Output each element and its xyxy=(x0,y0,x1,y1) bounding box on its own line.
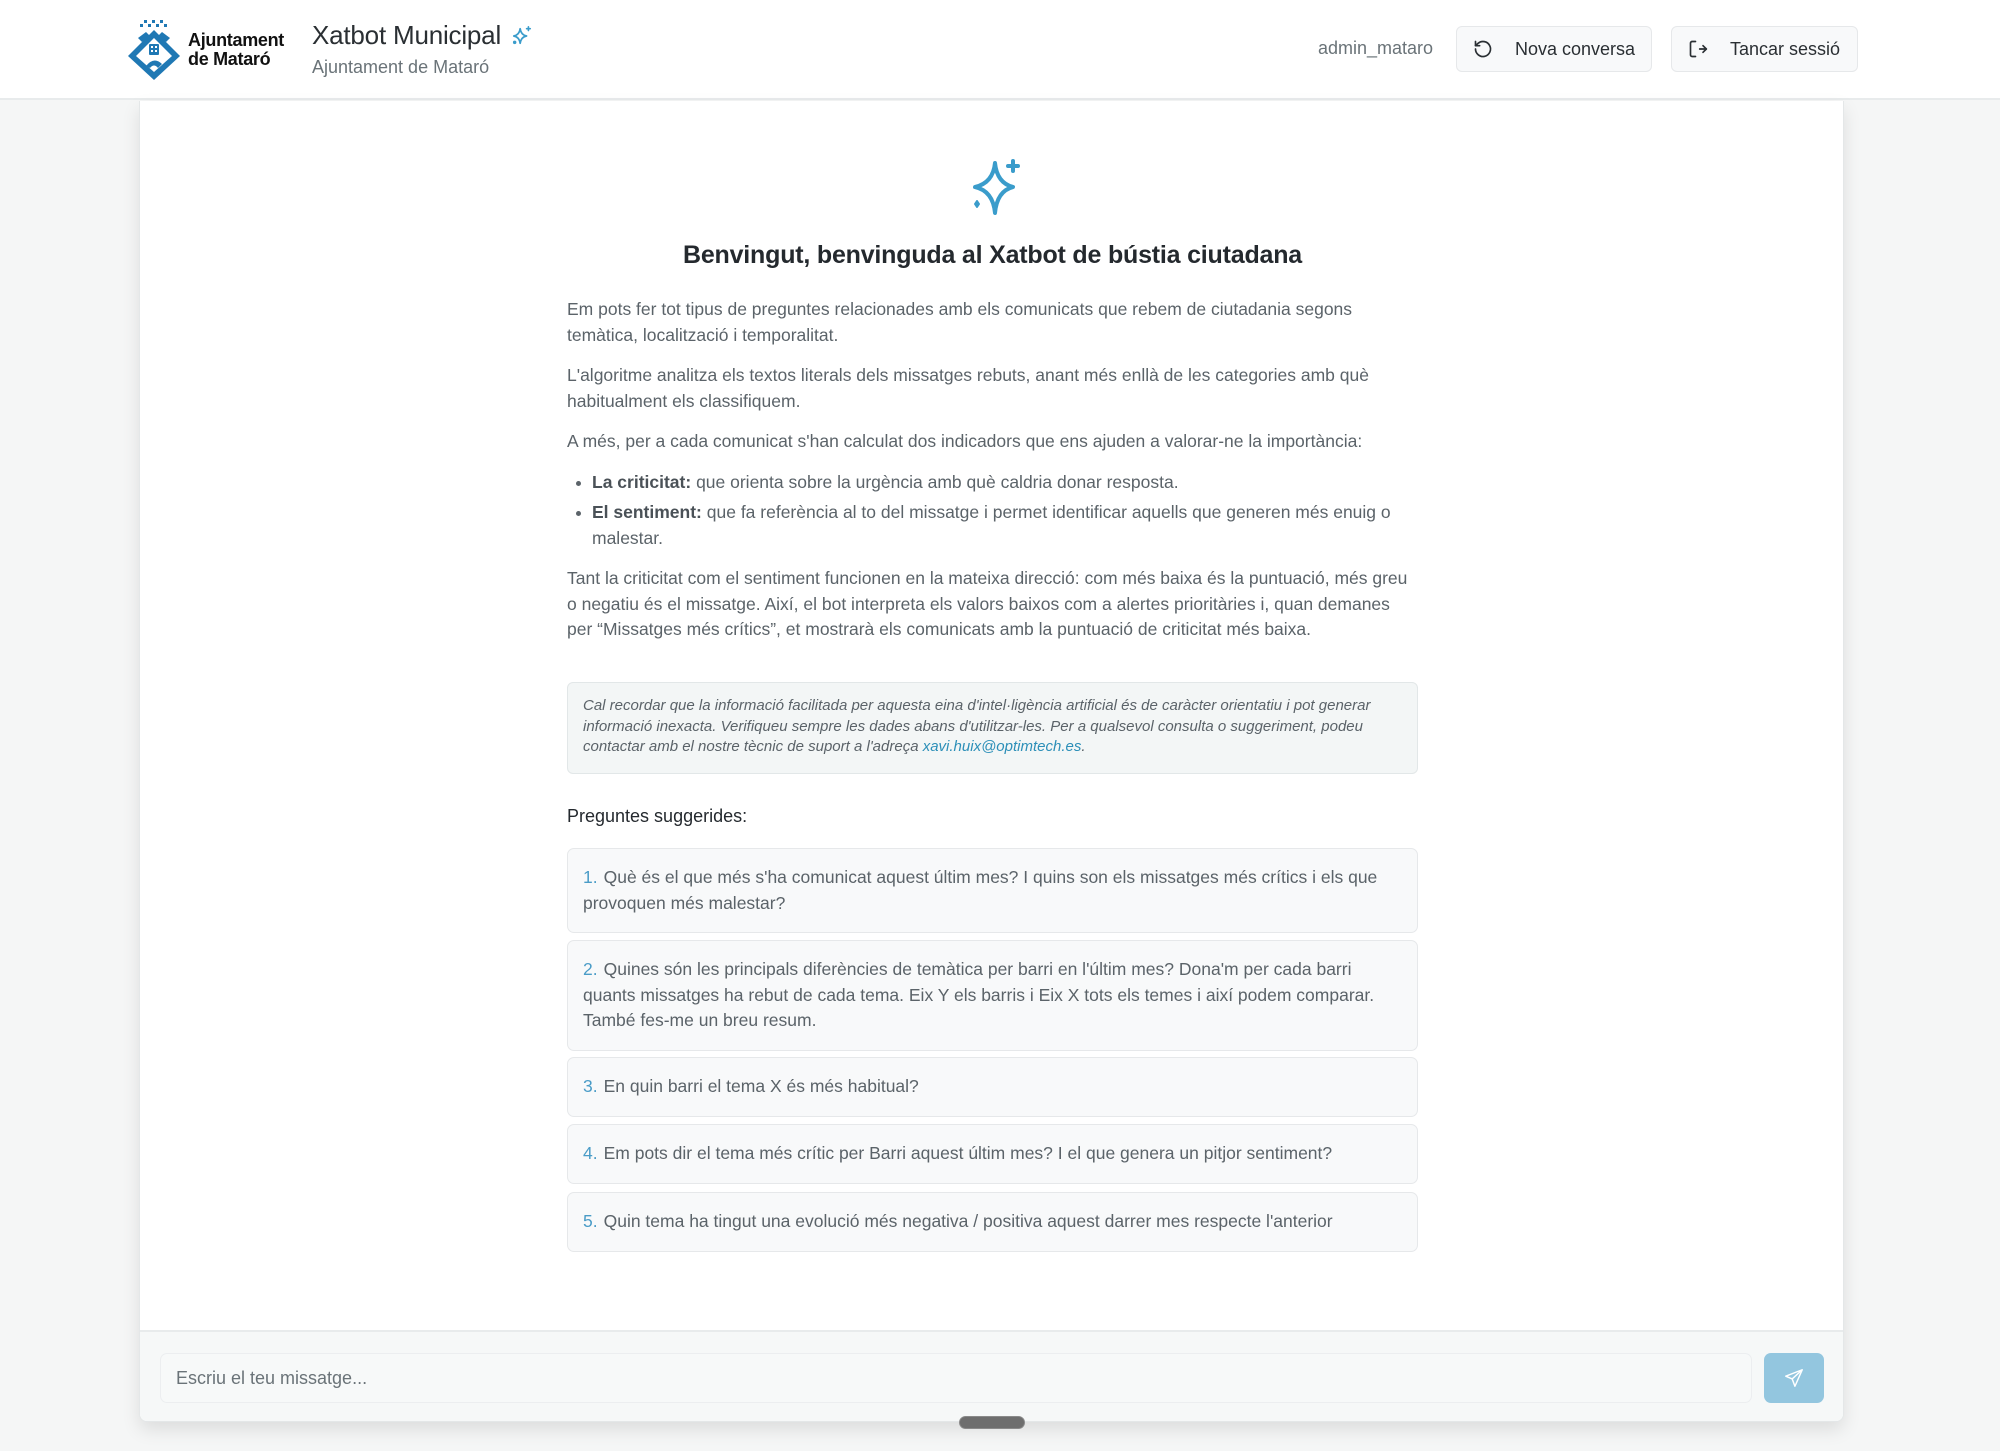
suggestion-text: Què és el que més s'ha comunicat aquest últim mes? I quins son els missatges més crítics i els que provoquen més malestar? xyxy=(583,867,1378,913)
logo-line-2: de Mataró xyxy=(188,49,271,69)
suggestion-text: Quines són les principals diferències de temàtica per barri en l'últim mes? Dona'm per cada barri quants missatges ha rebut de cada tema. Eix Y els barris i Eix X tots els temes i així podem comparar. També fes-me un breu resum. xyxy=(583,959,1375,1030)
indicator-criticality xyxy=(567,470,1418,496)
disclaimer-note xyxy=(567,682,1418,774)
suggestion-item[interactable] xyxy=(567,848,1418,933)
sparkles-icon xyxy=(967,157,1029,219)
indicators-paragraph: A més, per a cada comunicat s'han calculat dos indicadors que ens ajuden a valorar-ne la importància: xyxy=(567,431,1363,451)
disclaimer-text: Cal recordar que la informació facilitada per aquesta eina d'intel·ligència artificial és de caràcter orientatiu i pot generar informació inexacta. Verifiqueu sempre les dades abans d'utilitzar-les. Per a qualsevol consulta o suggeriment, podeu contactar amb el nostre tècnic de suport a l'adreça xyxy=(583,697,1371,755)
app-title xyxy=(312,20,533,51)
intro-paragraph: Em pots fer tot tipus de preguntes relacionades amb els comunicats que rebem de ciutadania segons temàtica, localització i temporalitat. xyxy=(567,299,1353,345)
suggestion-number: 3. xyxy=(583,1076,598,1096)
log-out-icon xyxy=(1688,39,1708,59)
explanation-paragraph: Tant la criticitat com el sentiment funcionen en la mateixa direcció: com més baixa és la puntuació, més greu o negatiu és el missatge. Així, el bot interpreta els valors baixos com a alertes prioritàries i, quan demanes per “Missatges més crítics”, et mostrarà els comunicats amb la puntuació de criticitat més baixa. xyxy=(567,568,1408,639)
disclaimer-suffix: . xyxy=(1081,738,1086,755)
send-button[interactable] xyxy=(1764,1353,1824,1403)
send-icon xyxy=(1783,1367,1805,1389)
rotate-ccw-icon xyxy=(1473,39,1493,59)
message-composer xyxy=(140,1330,1844,1422)
ajuntament-logo[interactable] xyxy=(124,18,284,82)
username-label: admin_mataro xyxy=(1318,38,1434,58)
logo-line-1: Ajuntament xyxy=(188,30,285,50)
suggestion-number: 5. xyxy=(583,1211,598,1231)
support-email-link[interactable]: xavi.huix@optimtech.es xyxy=(922,738,1082,755)
indicator-term: El sentiment: xyxy=(592,502,702,522)
app-subtitle: Ajuntament de Mataró xyxy=(312,57,490,77)
logout-button[interactable] xyxy=(1671,26,1858,72)
suggestion-number: 4. xyxy=(583,1143,598,1163)
app-header xyxy=(0,0,2000,100)
indicator-term: La criticitat: xyxy=(592,471,692,492)
welcome-description xyxy=(567,297,1418,658)
suggestion-item[interactable] xyxy=(567,940,1418,1051)
suggestion-number: 1. xyxy=(583,867,598,887)
suggestion-item[interactable] xyxy=(567,1192,1418,1252)
algorithm-paragraph: L'algoritme analitza els textos literals dels missatges rebuts, anant més enllà de les categories amb què habitualment els classifiquem. xyxy=(567,365,1369,411)
suggestion-text: Quin tema ha tingut una evolució més negativa / positiva aquest darrer mes respecte l'anterior xyxy=(603,1211,1333,1231)
suggestions-title: Preguntes suggerides: xyxy=(567,806,748,826)
logo-text xyxy=(188,31,284,69)
suggestion-text: En quin barri el tema X és més habitual? xyxy=(603,1076,919,1096)
logout-label: Tancar sessió xyxy=(1730,38,1841,59)
resize-handle[interactable] xyxy=(959,1416,1025,1429)
new-conversation-button[interactable] xyxy=(1456,26,1652,72)
suggestion-item[interactable] xyxy=(567,1124,1418,1184)
indicator-sentiment xyxy=(567,500,1418,551)
indicators-list xyxy=(567,470,1418,552)
new-conversation-label: Nova conversa xyxy=(1515,38,1636,59)
app-title-text: Xatbot Municipal xyxy=(312,20,502,50)
chat-card xyxy=(139,101,1844,1422)
welcome-title: Benvingut, benvinguda al Xatbot de bústia ciutadana xyxy=(682,241,1303,269)
message-input[interactable] xyxy=(160,1353,1752,1403)
suggestion-text: Em pots dir el tema més crític per Barri aquest últim mes? I el que genera un pitjor sentiment? xyxy=(603,1143,1333,1163)
indicator-description: que fa referència al to del missatge i permet identificar aquells que generen més enuig o malestar. xyxy=(592,502,1391,548)
sparkles-icon xyxy=(511,25,533,47)
indicator-description: que orienta sobre la urgència amb què caldria donar resposta. xyxy=(691,471,1179,492)
suggestion-number: 2. xyxy=(583,959,598,979)
suggestion-item[interactable] xyxy=(567,1057,1418,1117)
mataro-crest-icon xyxy=(124,18,184,82)
